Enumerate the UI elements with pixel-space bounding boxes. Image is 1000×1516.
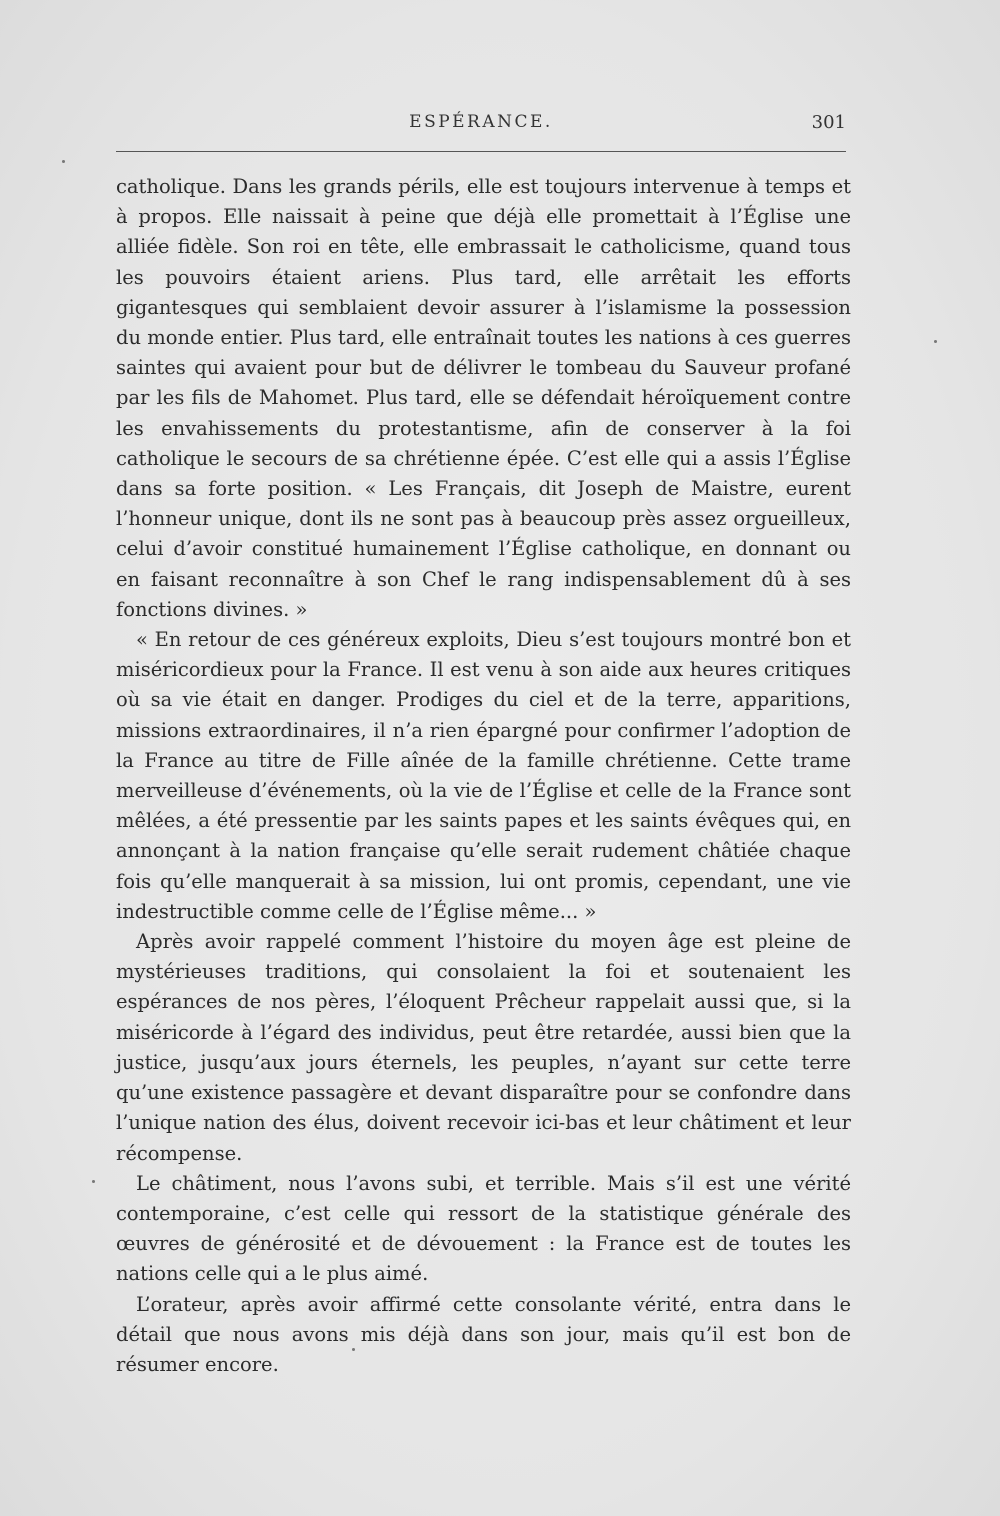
- paragraph-traditions: Après avoir rappelé comment l’histoire du moyen âge est pleine de mystérieuses traditions, qui consolaient la foi et soutenaient les espérances de nos pères, l’éloquent Prêcheur rappelait aussi que, si la miséricorde à l’égard des individus, peut être retardée, aussi bien que la justice, jusqu’aux jours éternels, les peuples, n’ayant sur cette terre qu’une existence passagère et devant disparaître pour se confondre dans l’unique nation des élus, doivent recevoir ici-bas et leur châtiment et leur récompense.: [116, 930, 851, 1165]
- page-number: 301: [811, 112, 846, 133]
- paper-speck: [92, 1180, 95, 1183]
- paper-speck: [934, 340, 937, 343]
- paper-speck: [352, 1348, 355, 1351]
- running-head-title: ESPÉRANCE.: [409, 112, 553, 132]
- paragraph-chatiment: Le châtiment, nous l’avons subi, et terrible. Mais s’il est une vérité contemporaine, c’est celle qui ressort de la statistique générale des œuvres de générosité et de dévouement : la France est de toutes les nations celle qui a le plus aimé.: [116, 1171, 851, 1286]
- header-rule: [116, 151, 846, 152]
- paragraph-quote: « En retour de ces généreux exploits, Dieu s’est toujours montré bon et miséricordieux pour la France. Il est venu à son aide aux heures critiques où sa vie était en danger. Prodiges du ciel et de la terre, apparitions, missions extraordinaires, il n’a rien épargné pour confirmer l’adoption de la France au titre de Fille aînée de la famille chrétienne. Cette trame merveilleuse d’événements, où la vie de l’Église et celle de la France sont mêlées, a été pressentie par les saints papes et les saints évêques qui, en annonçant à la nation française qu’elle serait rudement châtiée chaque fois qu’elle manquerait à sa mission, lui ont promis, cependant, une vie indestructible comme celle de l’Église même... »: [116, 628, 851, 923]
- body-text: [116, 172, 851, 1380]
- paper-speck: [62, 160, 65, 163]
- paragraph-continuation: catholique. Dans les grands périls, elle est toujours intervenue à temps et à propos. Elle naissait à peine que déjà elle promettait à l’Église une alliée fidèle. Son roi en tête, elle embrassait le catholicisme, quand tous les pouvoirs étaient ariens. Plus tard, elle arrêtait les efforts gigantesques qui semblaient devoir assurer à l’islamisme la possession du monde entier. Plus tard, elle entraînait toutes les nations à ces guerres saintes qui avaient pour but de délivrer le tombeau du Sauveur profané par les fils de Mahomet. Plus tard, elle se défendait héroïquement contre les envahissements du protestantisme, afin de conserver à la foi catholique le secours de sa chrétienne épée. C’est elle qui a assis l’Église dans sa forte position. « Les Français, dit Joseph de Maistre, eurent l’honneur unique, dont ils ne sont pas à beaucoup près assez orgueilleux, celui d’avoir constitué humainement l’Église catholique, en donnant ou en faisant reconnaître à son Chef le rang indispensablement dû à ses fonctions divines. »: [116, 175, 851, 621]
- paragraph-orateur: L’orateur, après avoir affirmé cette consolante vérité, entra dans le détail que nous avons mis déjà dans son jour, mais qu’il est bon de résumer encore.: [116, 1292, 851, 1376]
- running-head: [116, 112, 846, 136]
